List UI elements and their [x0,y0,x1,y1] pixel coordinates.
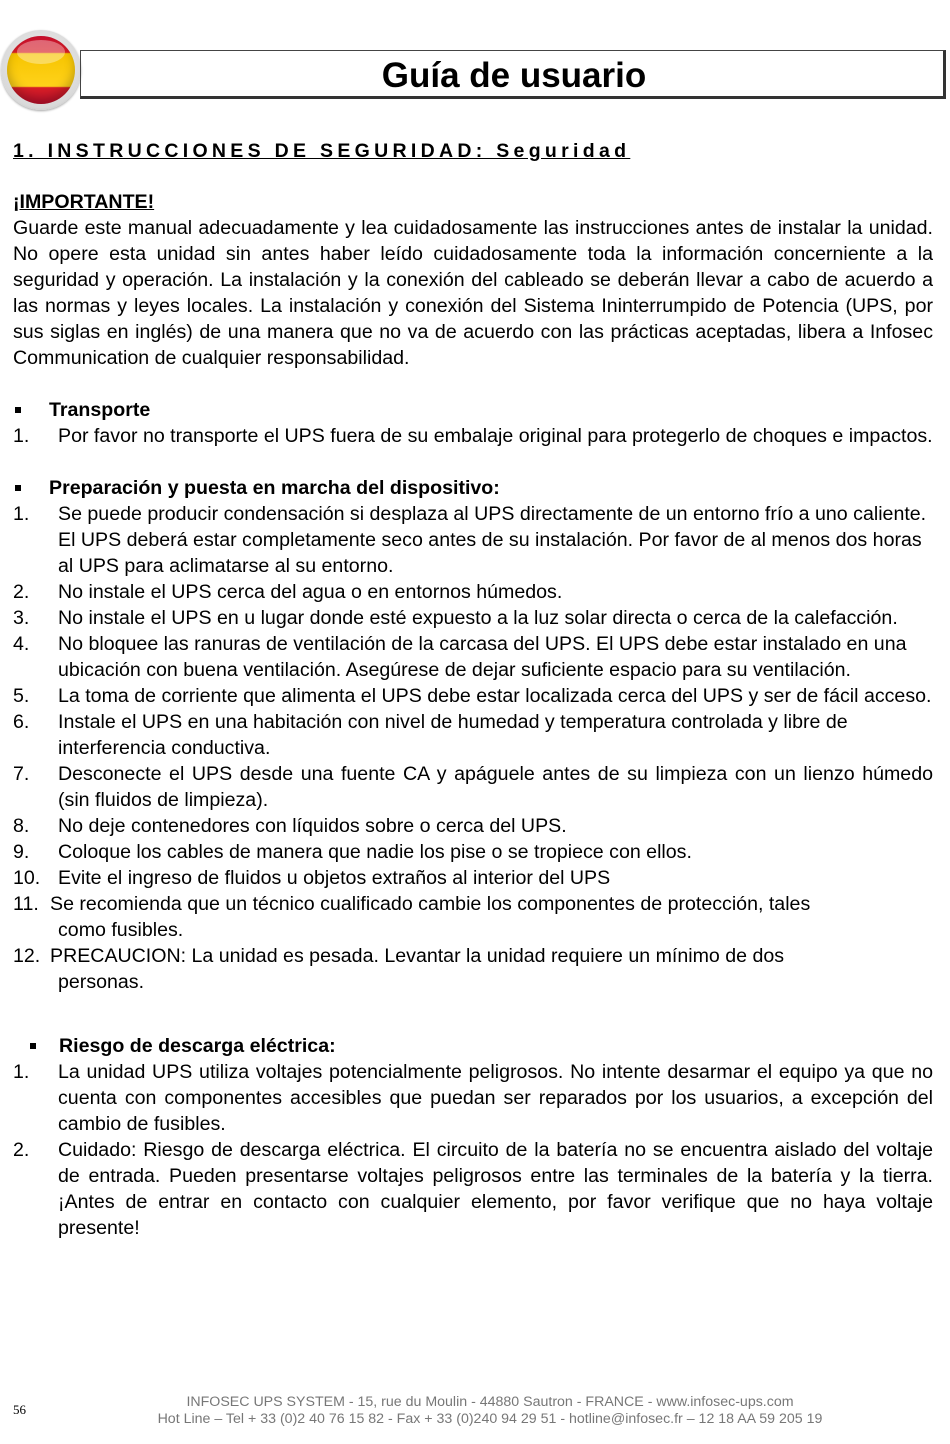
item-text: La unidad UPS utiliza voltajes potencialmente peligrosos. No intente desarmar el equipo ya que no cuenta con componentes accesibles que puedan ser reparados por los usuarios, a excepción del cambio de fusibles. [58,1061,933,1135]
list-item [13,891,933,943]
item-number: 5. [13,685,30,707]
item-text: Desconecte el UPS desde una fuente CA y apáguele antes de su limpieza con un lienzo húmedo (sin fluidos de limpieza). [58,763,933,811]
riesgo-list [13,1059,933,1241]
item-number: 3. [13,607,30,629]
list-item [13,1059,933,1137]
item-text: Coloque los cables de manera que nadie los pise o se tropiece con ellos. [58,841,692,863]
list-item [13,839,933,865]
bullet-icon [15,407,21,413]
list-item [13,423,933,449]
bullet-icon [30,1043,36,1049]
list-item [13,631,933,683]
document-body [13,137,933,1241]
page-number: 56 [13,1402,26,1417]
item-number: 1. [13,425,30,447]
list-item [13,605,933,631]
subsection-transporte [13,397,933,423]
transporte-list [13,423,933,449]
item-number: 8. [13,815,30,837]
item-text: No deje contenedores con líquidos sobre o cerca del UPS. [58,815,567,837]
item-number: 2. [13,581,30,603]
preparacion-list [13,501,933,995]
item-text: Evite el ingreso de fluidos u objetos extraños al interior del UPS [58,867,611,889]
important-label: ¡IMPORTANTE! [13,191,155,213]
list-item [13,1137,933,1241]
list-item [13,813,933,839]
item-number: 6. [13,711,30,733]
item-number: 1. [13,1061,30,1083]
item-text-continuation: como fusibles. [58,919,184,941]
subsection-title: Transporte [49,399,151,421]
footer-contact: Hot Line – Tel + 33 (0)2 40 76 15 82 - Fax + 33 (0)240 94 29 51 - hotline@infosec.fr – 12 18 AA 59 205 19 [157,1411,823,1427]
list-item [13,683,933,709]
item-number: 4. [13,633,30,655]
list-item [13,865,933,891]
page-title: Guía de usuario [381,56,647,95]
list-item [13,761,933,813]
item-text: Cuidado: Riesgo de descarga eléctrica. El circuito de la batería no se encuentra aislado del voltaje de entrada. Pueden presentarse voltajes peligrosos entre las terminales de la batería y la tierra. ¡Antes de entrar en contacto con cualquier elemento, por favor verifique que no haya voltaje presente! [58,1139,933,1239]
footer-address: INFOSEC UPS SYSTEM - 15, rue du Moulin - 44880 Sautron - FRANCE - www.infosec-ups.com [186,1394,794,1410]
item-text: La toma de corriente que alimenta el UPS debe estar localizada cerca del UPS y ser de fácil acceso. [58,685,932,707]
item-text: Por favor no transporte el UPS fuera de su embalaje original para protegerlo de choques e impactos. [58,425,933,447]
item-text: Se puede producir condensación si desplaza al UPS directamente de un entorno frío a uno caliente. El UPS deberá estar completamente seco antes de su instalación. Por favor de al menos dos horas al UPS para aclimatarse al su entorno. [58,503,927,577]
item-number: 9. [13,841,30,863]
item-text: No instale el UPS cerca del agua o en entornos húmedos. [58,581,563,603]
item-text: PRECAUCION: La unidad es pesada. Levantar la unidad requiere un mínimo de dos [50,945,785,967]
list-item [13,709,933,761]
section-heading: 1. INSTRUCCIONES DE SEGURIDAD: Seguridad [13,140,631,162]
subsection-preparacion [13,475,933,501]
list-item [13,943,933,995]
item-number: 10. [13,867,41,889]
subsection-title: Preparación y puesta en marcha del dispositivo: [49,477,500,499]
item-text: No bloquee las ranuras de ventilación de la carcasa del UPS. El UPS debe estar instalado en una ubicación con buena ventilación. Asegúrese de dejar suficiente espacio para su ventilación. [58,633,907,681]
bullet-icon [15,485,21,491]
subsection-title: Riesgo de descarga eléctrica: [59,1035,336,1057]
item-number: 1. [13,503,30,525]
item-number: 11. [13,893,39,915]
item-number: 2. [13,1139,30,1161]
list-item [13,501,933,579]
subsection-riesgo [13,1033,933,1059]
footer [0,1394,950,1428]
item-number: 12. [13,945,41,967]
item-text: Se recomienda que un técnico cualificado cambie los componentes de protección, tales [50,893,811,915]
item-text: Instale el UPS en una habitación con nivel de humedad y temperatura controlada y libre de interferencia conductiva. [58,711,848,759]
item-text: No instale el UPS en u lugar donde esté expuesto a la luz solar directa o cerca de la calefacción. [58,607,898,629]
list-item [13,579,933,605]
intro-paragraph: Guarde este manual adecuadamente y lea cuidadosamente las instrucciones antes de instalar la unidad. No opere esta unidad sin antes haber leído cuidadosamente toda la información concerniente a la seguridad y operación. La instalación y la conexión del cableado se deberán llevar a cabo de acuerdo a las normas y leyes locales. La instalación y conexión del Sistema Ininterrumpido de Potencia (UPS, por sus siglas en inglés) de una manera que no va de acuerdo con las prácticas aceptadas, libera a Infosec Communication de cualquier responsabilidad. [13,217,933,369]
item-number: 7. [13,763,30,785]
item-text-continuation: personas. [58,971,145,993]
